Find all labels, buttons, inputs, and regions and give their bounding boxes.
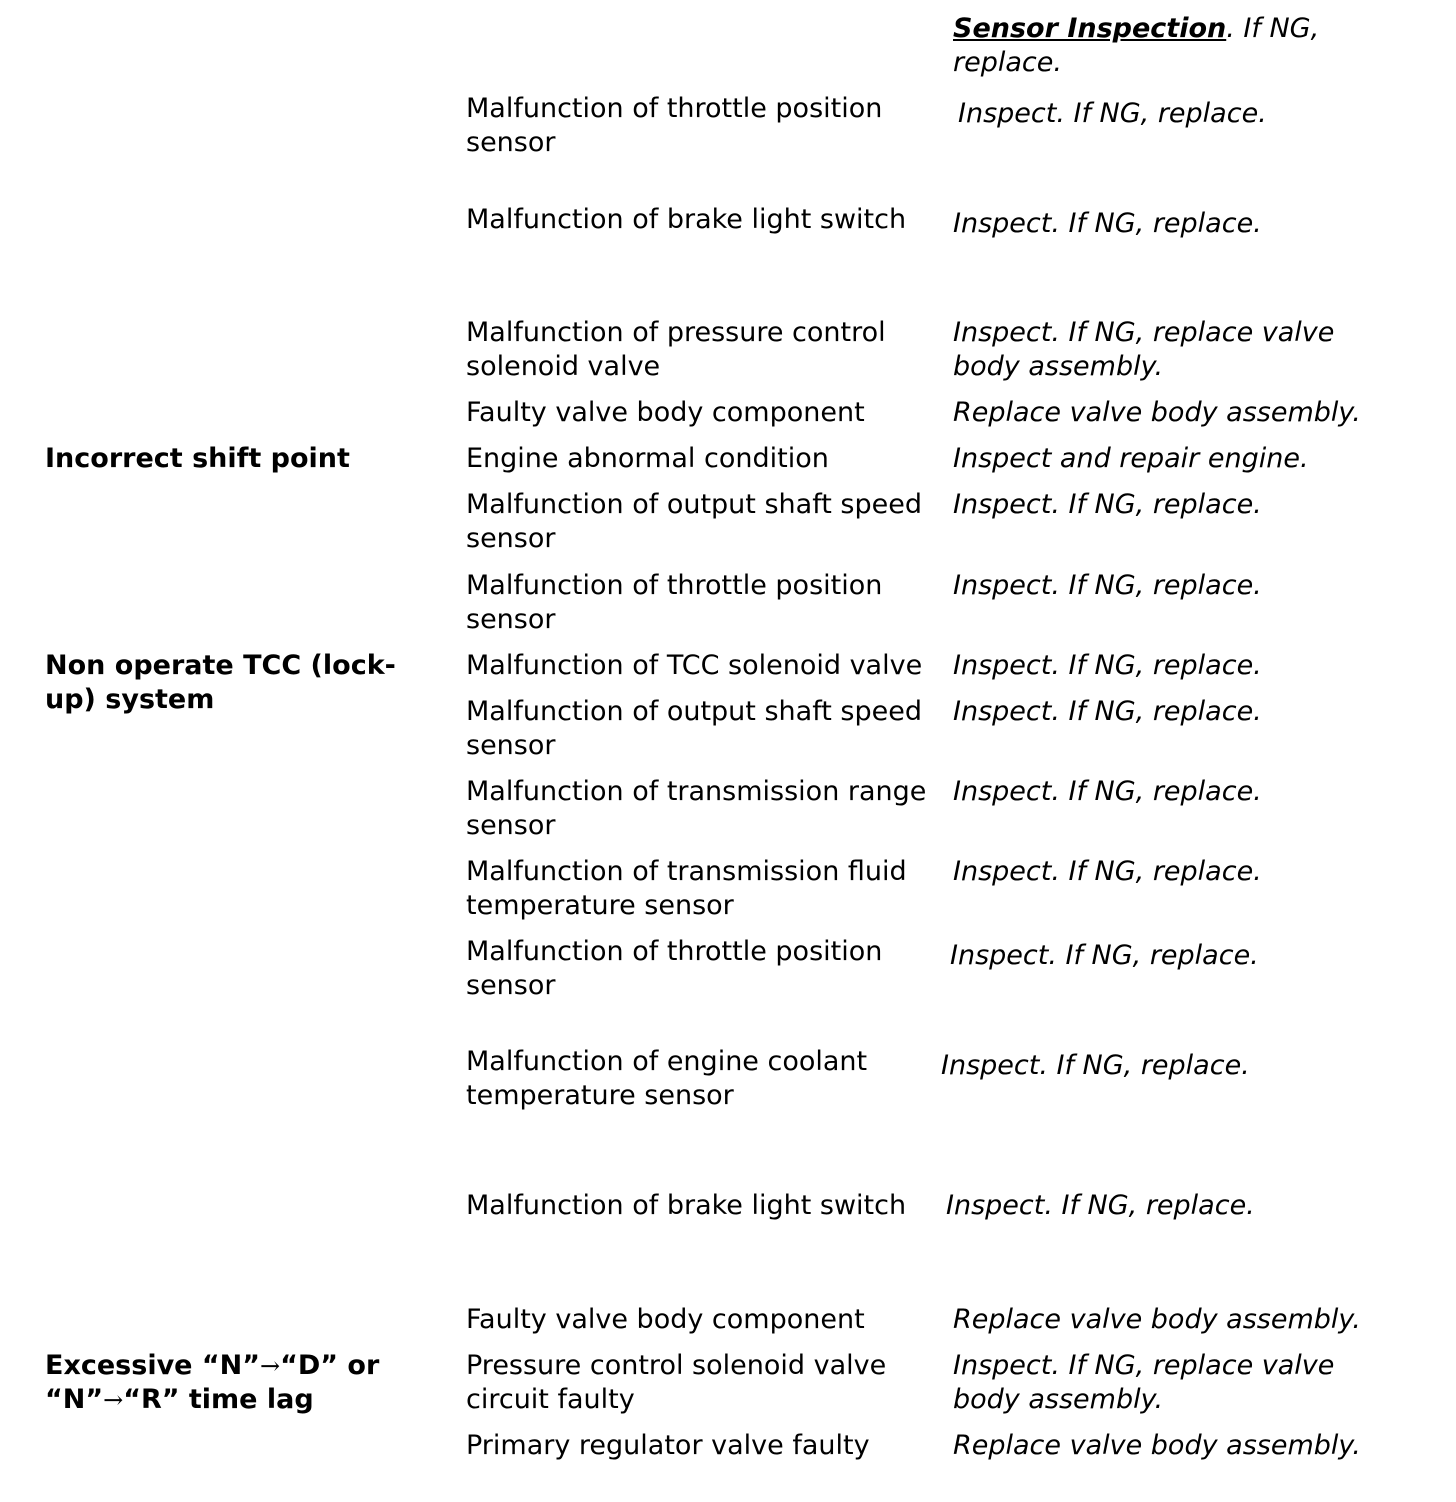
symptom-heading: up) system [45,684,215,715]
remedy-text: Replace valve body assembly. [953,1304,1361,1335]
cause-text: Faulty valve body component [466,397,865,428]
cause-text: Malfunction of brake light switch [466,204,907,235]
symptom-text: Excessive “N” [45,1350,260,1381]
cause-text: Malfunction of pressure control [466,317,886,348]
remedy-text: Inspect. If NG, replace. [953,570,1262,601]
cause-text: sensor [466,810,556,841]
symptom-text: “N” [45,1384,104,1415]
cause-text: Engine abnormal condition [466,443,829,474]
cause-text: circuit faulty [466,1384,635,1415]
cause-text: Malfunction of brake light switch [466,1190,907,1221]
symptom-heading [45,1383,314,1417]
cause-text: Malfunction of throttle position [466,570,883,601]
top-note-line2: replace. [953,47,1062,78]
cause-text: sensor [466,523,556,554]
cause-text: temperature sensor [466,890,734,921]
cause-text: Malfunction of TCC solenoid valve [466,650,923,681]
symptom-heading: Non operate TCC (lock- [45,650,396,681]
cause-text: Pressure control solenoid valve [466,1350,887,1381]
remedy-text: Inspect. If NG, replace. [953,856,1262,887]
remedy-text: Inspect. If NG, replace. [953,489,1262,520]
cause-text: Faulty valve body component [466,1304,865,1335]
symptom-heading: Incorrect shift point [45,443,350,474]
right-arrow-icon: → [103,1386,124,1414]
remedy-text: Inspect. If NG, replace valve [953,317,1335,348]
remedy-text: body assembly. [953,351,1164,382]
remedy-text: Inspect and repair engine. [953,443,1309,474]
symptom-heading [45,1349,379,1383]
cause-text: Malfunction of transmission fluid [466,856,907,887]
sensor-inspection-link[interactable]: Sensor Inspection [953,13,1227,44]
remedy-text: Inspect. If NG, replace. [953,650,1262,681]
cause-text: Malfunction of throttle position [466,93,883,124]
top-note-line1 [953,12,1319,46]
remedy-text: Replace valve body assembly. [953,1430,1361,1461]
remedy-text: Inspect. If NG, replace. [941,1050,1250,1081]
remedy-text: Replace valve body assembly. [953,397,1361,428]
cause-text: Malfunction of throttle position [466,936,883,967]
cause-text: Malfunction of transmission range [466,776,927,807]
remedy-text: Inspect. If NG, replace. [950,940,1259,971]
cause-text: sensor [466,604,556,635]
remedy-text: Inspect. If NG, replace valve [953,1350,1335,1381]
cause-text: Malfunction of engine coolant [466,1046,868,1077]
remedy-text: Inspect. If NG, replace. [953,696,1262,727]
cause-text: sensor [466,730,556,761]
remedy-text: Inspect. If NG, replace. [953,208,1262,239]
cause-text: sensor [466,127,556,158]
top-note-text: . If NG, [1226,13,1320,44]
cause-text: sensor [466,970,556,1001]
cause-text: Primary regulator valve faulty [466,1430,870,1461]
cause-text: Malfunction of output shaft speed [466,489,922,520]
symptom-text: “D” or [280,1350,380,1381]
cause-text: temperature sensor [466,1080,734,1111]
cause-text: Malfunction of output shaft speed [466,696,922,727]
remedy-text: Inspect. If NG, replace. [958,98,1267,129]
cause-text: solenoid valve [466,351,661,382]
remedy-text: Inspect. If NG, replace. [946,1190,1255,1221]
symptom-text: “R” time lag [123,1384,314,1415]
remedy-text: body assembly. [953,1384,1164,1415]
right-arrow-icon: → [259,1352,281,1380]
remedy-text: Inspect. If NG, replace. [953,776,1262,807]
